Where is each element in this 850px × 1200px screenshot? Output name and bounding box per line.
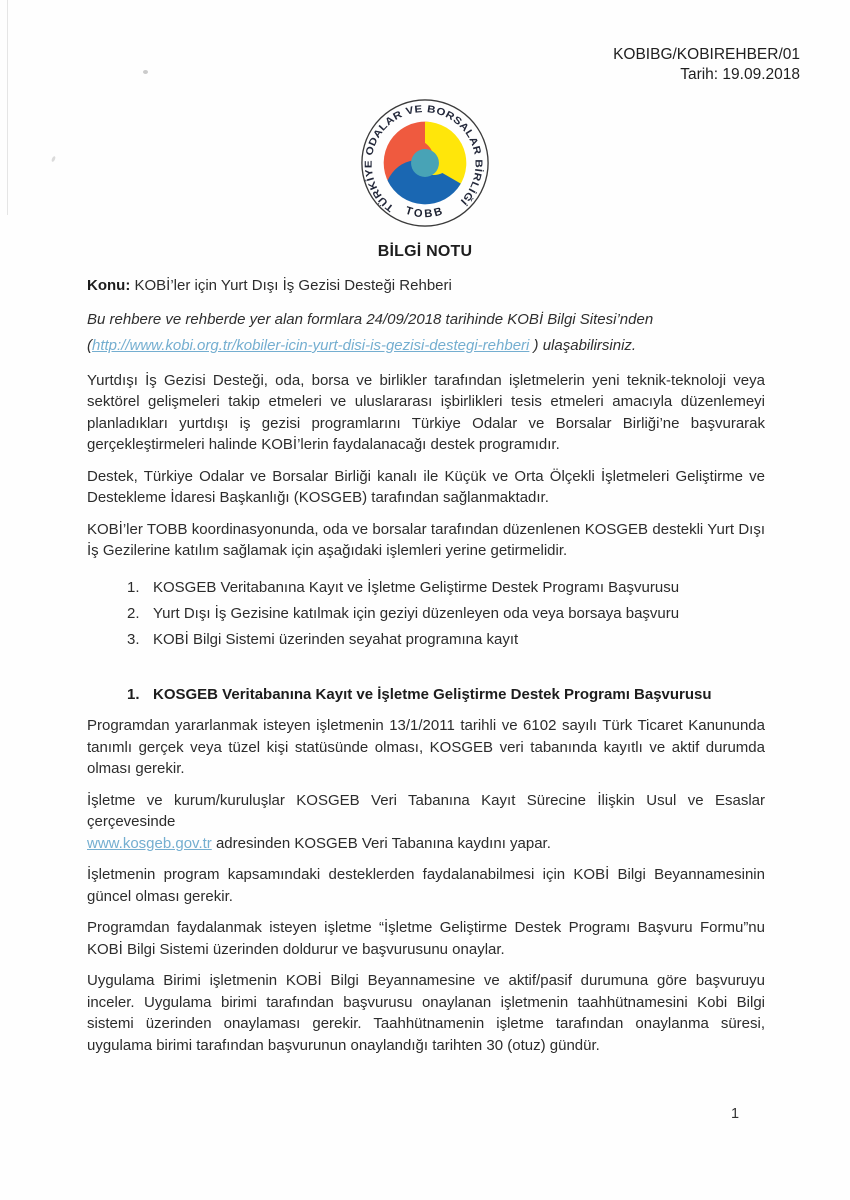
list-item-text: KOSGEB Veritabanına Kayıt ve İşletme Geliştirme Destek Programı Başvurusu (153, 578, 680, 596)
paragraph-destek-kaynagi: Destek, Türkiye Odalar ve Borsalar Birliği kanalı ile Küçük ve Orta Ölçekli İşletmeleri Geliştirme ve Destekleme İdaresi Başkanlığı (KOSGEB) tarafından sağlanmaktadır. (87, 467, 765, 506)
document-title: BİLGİ NOTU (377, 243, 473, 260)
list-item (87, 575, 765, 601)
logo-acronym: TOBB (403, 204, 447, 221)
section1-title: KOSGEB Veritabanına Kayıt ve İşletme Geliştirme Destek Programı Başvurusu (153, 685, 712, 703)
logo-ring-text: TÜRKİYE ODALAR VE BORSALAR BİRLİĞİ (363, 104, 484, 214)
kayit-tail: adresinden KOSGEB Veri Tabanına kaydını yapar. (211, 834, 551, 852)
scan-edge-artifact (7, 0, 8, 215)
section1-paragraph-basvuru-formu: Programdan faydalanmak isteyen işletme “İşletme Geliştirme Destek Programı Başvuru Formu”nu KOBİ Bilgi Sistemi üzerinden doldurur ve başvurusunu onaylar. (87, 919, 765, 958)
list-item (87, 627, 765, 653)
logo-acronym-container (404, 205, 446, 221)
requirements-list (87, 575, 765, 653)
scan-speck (143, 70, 148, 74)
section1-heading (87, 684, 765, 706)
section1-paragraph-uygulama-birimi: Uygulama Birimi işletmenin KOBİ Bilgi Beyannamesine ve aktif/pasif durumuna göre başvuruyu inceler. Uygulama birimi tarafından başvurusu onaylanan işletmenin taahhütnamesini Kobi Bilgi sistemi üzerinden onaylaması gerekir. Taahhütnamenin işletme tarafından onaylanma süresi, uygulama birimi tarafından başvurunun onaylandığı tarihten 30 (otuz) gündür. (87, 972, 765, 1054)
list-item-number: 2. (127, 604, 140, 622)
intro-line1: Bu rehbere ve rehberde yer alan formlara 24/09/2018 tarihinde KOBİ Bilgi Sitesi’nden (87, 310, 654, 328)
paragraph-katilim-kosullari: KOBİ’ler TOBB koordinasyonunda, oda ve borsalar tarafından düzenlenen KOSGEB destekli Yurt Dışı İş Gezilerine katılım sağlamak için aşağıdaki işlemleri yerine getirmelidir. (87, 520, 765, 559)
kayit-line1: İşletme ve kurum/kuruluşlar KOSGEB Veri Tabanına Kayıt Sürecine İlişkin Usul ve Esaslar çerçevesinde (87, 791, 765, 830)
scan-speck (51, 156, 56, 163)
list-item-text: Yurt Dışı İş Gezisine katılmak için geziyi düzenleyen oda veya borsaya başvuru (153, 604, 680, 622)
page-number: 1 (731, 1106, 740, 1122)
section1-number: 1. (127, 685, 140, 703)
letterhead (0, 0, 850, 85)
logo-center-dot (411, 149, 439, 177)
section1-paragraph-kosullar: Programdan yararlanmak isteyen işletmenin 13/1/2011 tarihli ve 6102 sayılı Türk Ticaret Kanununda tanımlı gerçek veya tüzel kişi statüsünde olması, KOSGEB veri tabanında kayıtlı ve aktif durumda olması gerekir. (87, 717, 765, 777)
intro-paren-open: ( (87, 337, 92, 354)
list-item (87, 601, 765, 627)
subject-line (87, 275, 765, 297)
intro-tail: ) ulaşabilirsiniz. (529, 337, 637, 354)
tobb-logo-graphic (358, 96, 492, 230)
section1-paragraph-kayit (87, 790, 765, 855)
kosgeb-link[interactable]: www.kosgeb.gov.tr (87, 834, 212, 852)
list-item-number: 3. (127, 630, 140, 648)
intro-note (87, 307, 765, 360)
section1-paragraph-beyanname: İşletmenin program kapsamındaki desteklerden faydalanabilmesi için KOBİ Bilgi Beyannamesinin güncel olması gerekir. (87, 866, 765, 905)
paragraph-destek-tanimi: Yurtdışı İş Gezisi Desteği, oda, borsa ve birlikler tarafından işletmelerin yeni teknik-teknoloji veya sektörel gelişmeleri takip etmeleri ve uluslararası işbirlikleri tesis etmeleri amacıyla düzenlemeyi planladıkları yurtdışı iş gezisi programlarını Türkiye Odalar ve Borsalar Birliği’ne başvurarak gerçekleştirmeleri halinde KOBİ’lerin faydalanacağı destek programıdır. (87, 371, 765, 453)
tobb-logo (358, 96, 492, 230)
subject-label: Konu: (87, 277, 131, 294)
document-ref-code: KOBIBG/KOBIREHBER/01 (613, 46, 800, 63)
kobi-rehber-link[interactable]: http://www.kobi.org.tr/kobiler-icin-yurt-disi-is-gezisi-destegi-rehberi (92, 337, 530, 354)
list-item-text: KOBİ Bilgi Sistemi üzerinden seyahat programına kayıt (153, 630, 519, 648)
subject-text: KOBİ’ler için Yurt Dışı İş Gezisi Desteği Rehberi (130, 277, 452, 294)
list-item-number: 1. (127, 578, 140, 596)
document-date: Tarih: 19.09.2018 (680, 66, 800, 83)
document-body (0, 275, 850, 1056)
